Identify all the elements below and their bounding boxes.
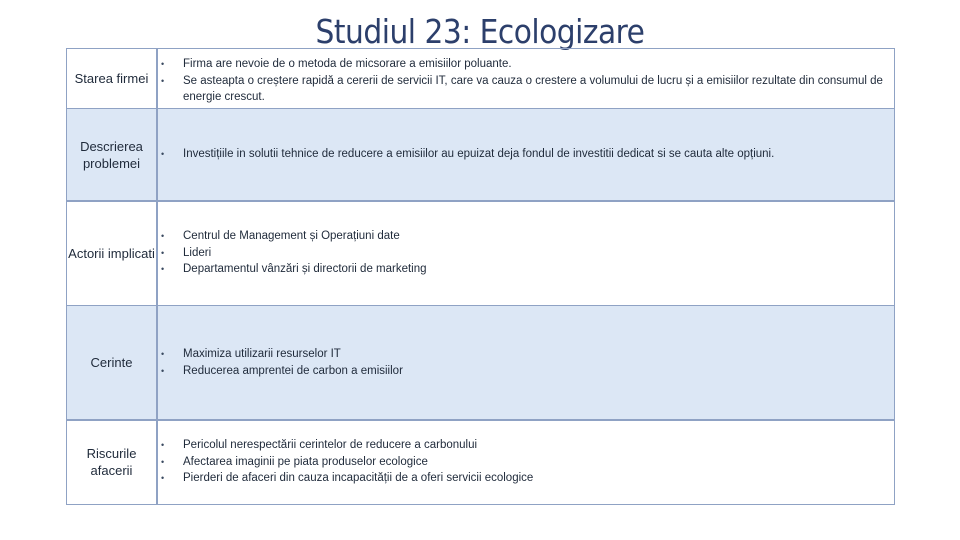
bullet-icon: • (161, 264, 165, 275)
row-label: Cerinte (90, 355, 133, 370)
row-content (157, 49, 884, 108)
bullet-icon: • (161, 149, 165, 160)
slide-title: Studiul 23: Ecologizare (315, 12, 645, 51)
list-item: • Departamentul vânzări și directorii de marketing (157, 261, 884, 278)
bullet-icon: • (161, 473, 165, 484)
row-label: Actorii implicati (68, 245, 155, 261)
bullet-icon: • (161, 247, 165, 258)
table-row (67, 49, 894, 108)
column-divider (156, 49, 158, 504)
list-item: • Investițiile in solutii tehnice de reducere a emisiilor au epuizat deja fondul de investitii dedicat si se cauta alte opțiuni. (157, 146, 884, 163)
row-content (157, 420, 884, 504)
bullet-icon: • (161, 231, 165, 242)
table-row (67, 109, 894, 200)
bullet-icon: • (161, 440, 165, 451)
row-label: Riscurile afacerii (86, 446, 137, 478)
table-row (67, 201, 894, 305)
row-label: Starea firmei (74, 71, 149, 86)
bullet-icon: • (161, 365, 165, 376)
list-item: • Se asteapta o creștere rapidă a cererii de servicii IT, care va cauza o crestere a volumului de lucru și a emisiilor rezultate din consumul de energie crescut. (161, 74, 883, 103)
bullet-icon: • (161, 59, 165, 69)
row-label: Descrierea problemei (80, 138, 143, 171)
bullet-list (157, 228, 884, 278)
table-row (67, 420, 894, 504)
row-content (157, 306, 884, 419)
bullet-icon: • (161, 75, 165, 86)
row-content (157, 201, 884, 305)
bullet-list (157, 146, 884, 163)
list-item: • Reducerea amprentei de carbon a emisiilor (157, 363, 884, 380)
list-item: • Centrul de Management și Operațiuni date (157, 228, 884, 245)
bullet-list (157, 437, 884, 487)
bullet-list (157, 56, 884, 106)
list-item: • Pericolul nerespectării cerintelor de reducere a carbonului (157, 437, 884, 454)
case-study-table (66, 48, 895, 505)
list-item: • Firma are nevoie de o metoda de micsorare a emisiilor poluante. (157, 56, 884, 73)
list-item: • Maximiza utilizarii resurselor IT (157, 346, 884, 363)
bullet-icon: • (161, 349, 165, 359)
list-item: • Pierderi de afaceri din cauza incapacității de a oferi servicii ecologice (157, 470, 884, 487)
list-item: • Lideri (157, 245, 884, 262)
list-item: • Afectarea imaginii pe piata produselor ecologice (157, 454, 884, 471)
row-content (157, 109, 884, 200)
bullet-list (157, 346, 884, 379)
bullet-icon: • (161, 456, 165, 467)
table-row (67, 306, 894, 419)
